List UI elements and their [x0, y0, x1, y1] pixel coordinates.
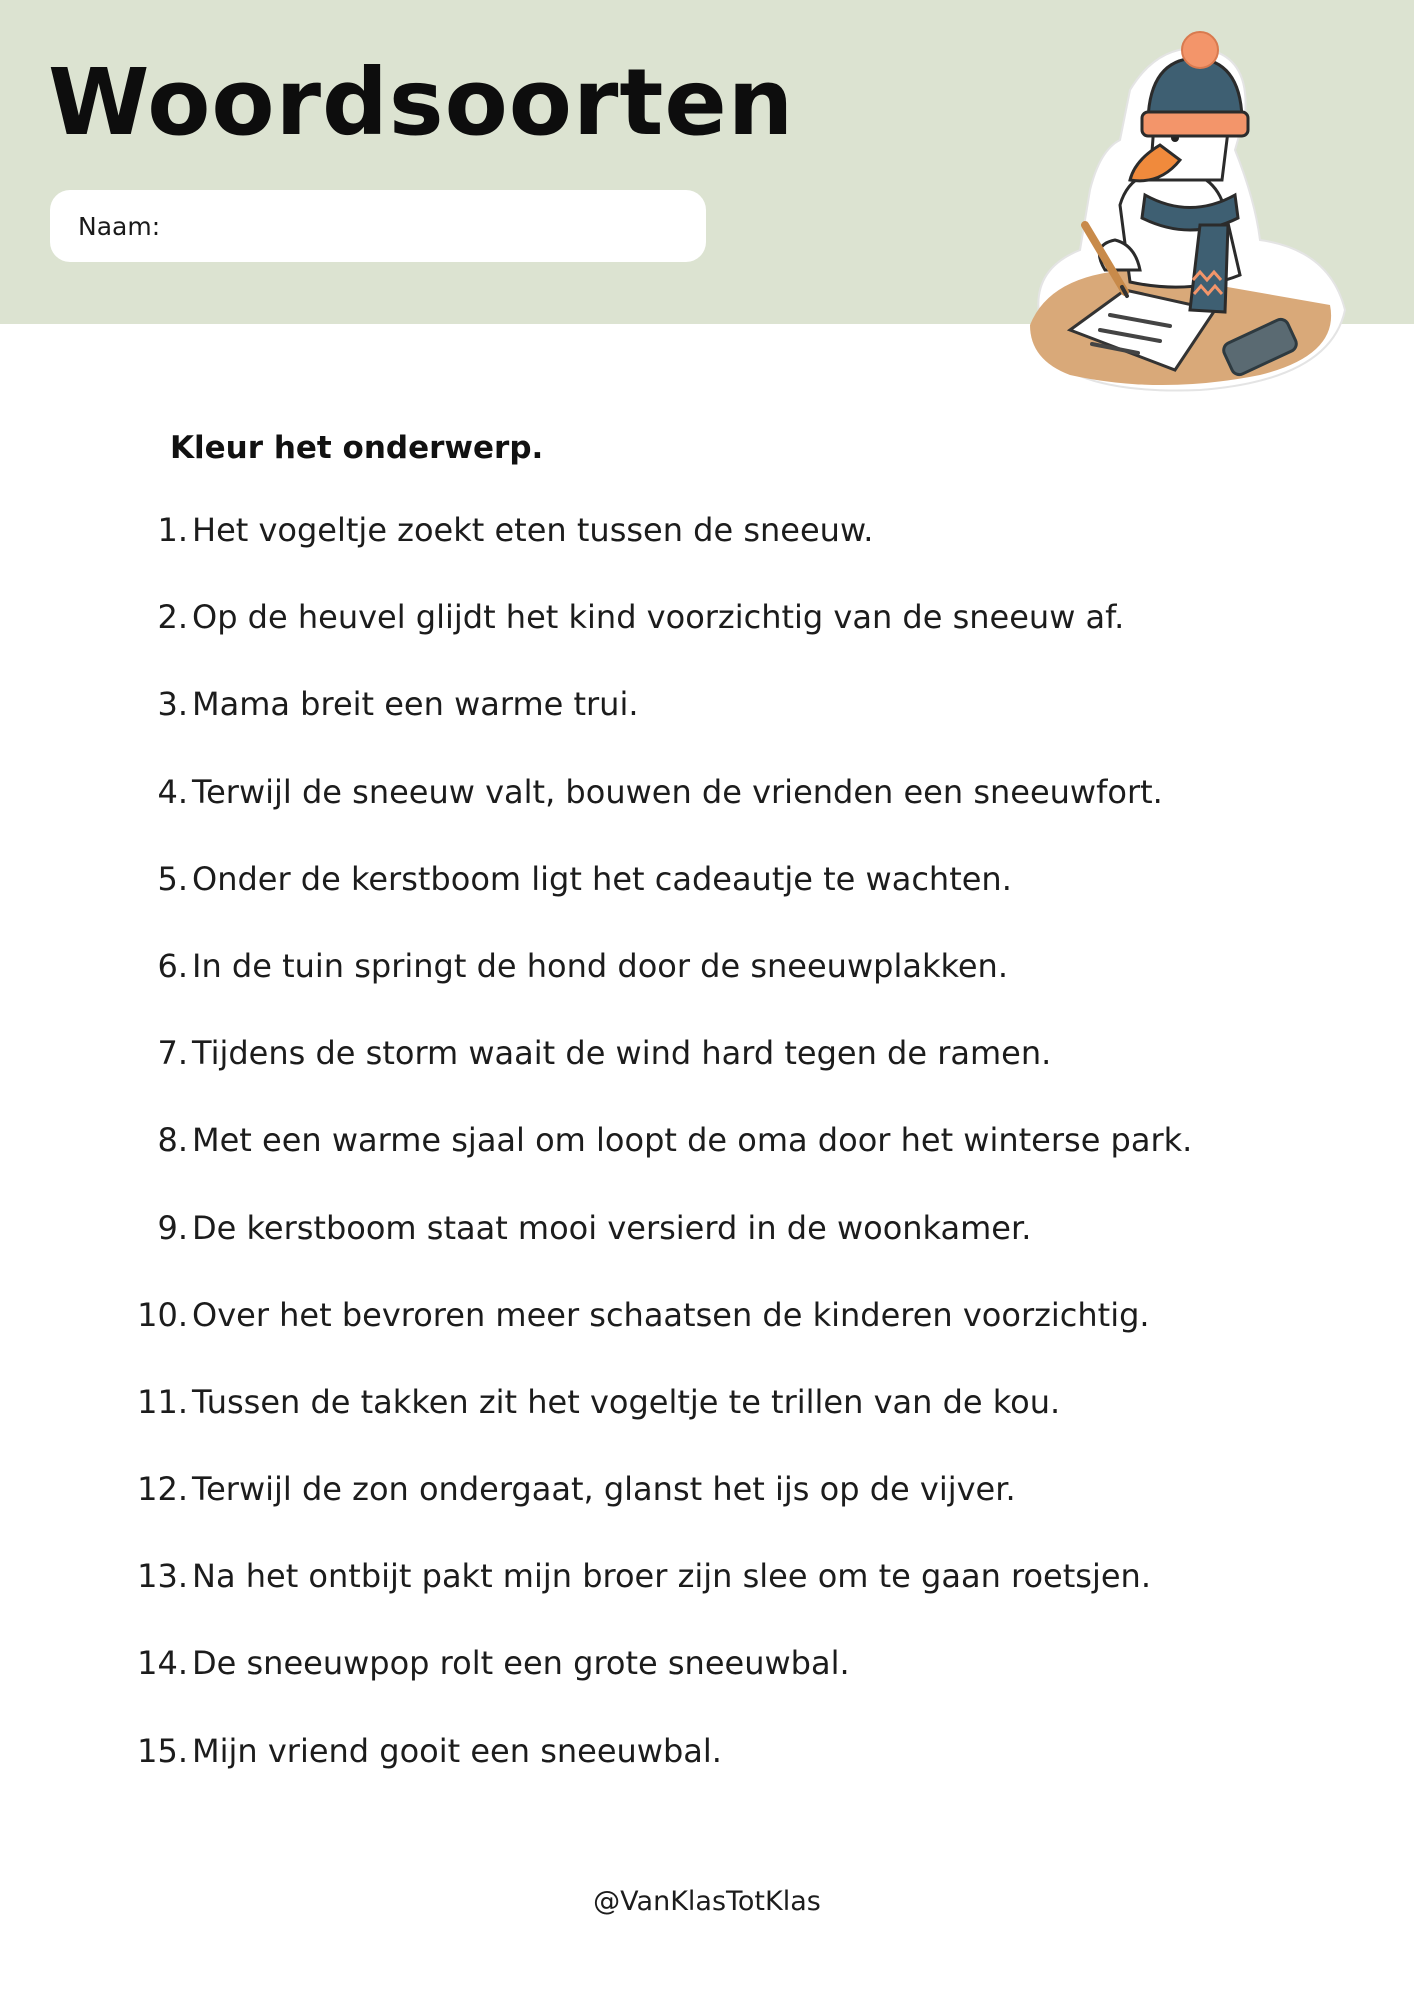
list-item	[0, 1295, 1300, 1382]
list-item	[0, 510, 1300, 597]
list-item-text: Na het ontbijt pakt mijn broer zijn slee om te gaan roetsjen.	[192, 1557, 1151, 1596]
list-item-number: 6.	[157, 946, 188, 985]
goose-writing-illustration-icon	[1010, 20, 1370, 410]
list-item-number: 1.	[157, 511, 188, 549]
list-item-number: 11.	[137, 1382, 188, 1421]
list-item	[0, 1731, 1300, 1818]
list-item-text: Mijn vriend gooit een sneeuwbal.	[192, 1731, 722, 1770]
list-item-number: 4.	[157, 772, 188, 811]
list-item-text: De sneeuwpop rolt een grote sneeuwbal.	[192, 1644, 850, 1683]
name-field[interactable]	[50, 190, 706, 262]
list-item	[0, 859, 1300, 946]
list-item-number: 12.	[137, 1470, 188, 1509]
list-item-number: 3.	[157, 685, 188, 724]
list-item-text: Mama breit een warme trui.	[192, 685, 639, 724]
list-item-number: 13.	[137, 1557, 188, 1596]
list-item	[0, 1208, 1300, 1295]
list-item-text: Tijdens de storm waait de wind hard tegen de ramen.	[192, 1034, 1052, 1073]
list-item-text: In de tuin springt de hond door de sneeuwplakken.	[192, 946, 1008, 985]
list-item	[0, 597, 1300, 684]
list-item-text: Terwijl de zon ondergaat, glanst het ijs op de vijver.	[192, 1470, 1016, 1509]
instruction-heading: Kleur het onderwerp.	[170, 430, 544, 466]
list-item-text: Tussen de takken zit het vogeltje te trillen van de kou.	[192, 1382, 1061, 1421]
list-item-text: Het vogeltje zoekt eten tussen de sneeuw.	[192, 511, 874, 549]
list-item	[0, 1643, 1300, 1730]
list-item-text: Terwijl de sneeuw valt, bouwen de vrienden een sneeuwfort.	[192, 772, 1163, 811]
list-item-text: Onder de kerstboom ligt het cadeautje te wachten.	[192, 859, 1012, 898]
list-item-text: Met een warme sjaal om loopt de oma door het winterse park.	[192, 1121, 1193, 1160]
sentence-list	[0, 510, 1300, 1818]
list-item-text: Op de heuvel glijdt het kind voorzichtig van de sneeuw af.	[192, 598, 1125, 637]
list-item-text: Over het bevroren meer schaatsen de kinderen voorzichtig.	[192, 1295, 1150, 1334]
page-title: Woordsoorten	[48, 49, 795, 156]
list-item	[0, 1382, 1300, 1469]
list-item-number: 14.	[137, 1644, 188, 1683]
list-item-number: 7.	[157, 1034, 188, 1073]
list-item	[0, 1469, 1300, 1556]
list-item-number: 2.	[157, 598, 188, 637]
list-item-number: 10.	[137, 1295, 188, 1334]
list-item-number: 9.	[157, 1208, 188, 1247]
list-item-text: De kerstboom staat mooi versierd in de woonkamer.	[192, 1208, 1032, 1247]
list-item-number: 15.	[137, 1731, 188, 1770]
list-item	[0, 772, 1300, 859]
footer-credit: @VanKlasTotKlas	[593, 1886, 821, 1917]
list-item	[0, 1556, 1300, 1643]
list-item	[0, 684, 1300, 771]
name-label: Naam:	[78, 211, 161, 241]
list-item	[0, 946, 1300, 1033]
list-item-number: 8.	[157, 1121, 188, 1160]
list-item	[0, 1120, 1300, 1207]
list-item-number: 5.	[157, 859, 188, 898]
list-item	[0, 1033, 1300, 1120]
